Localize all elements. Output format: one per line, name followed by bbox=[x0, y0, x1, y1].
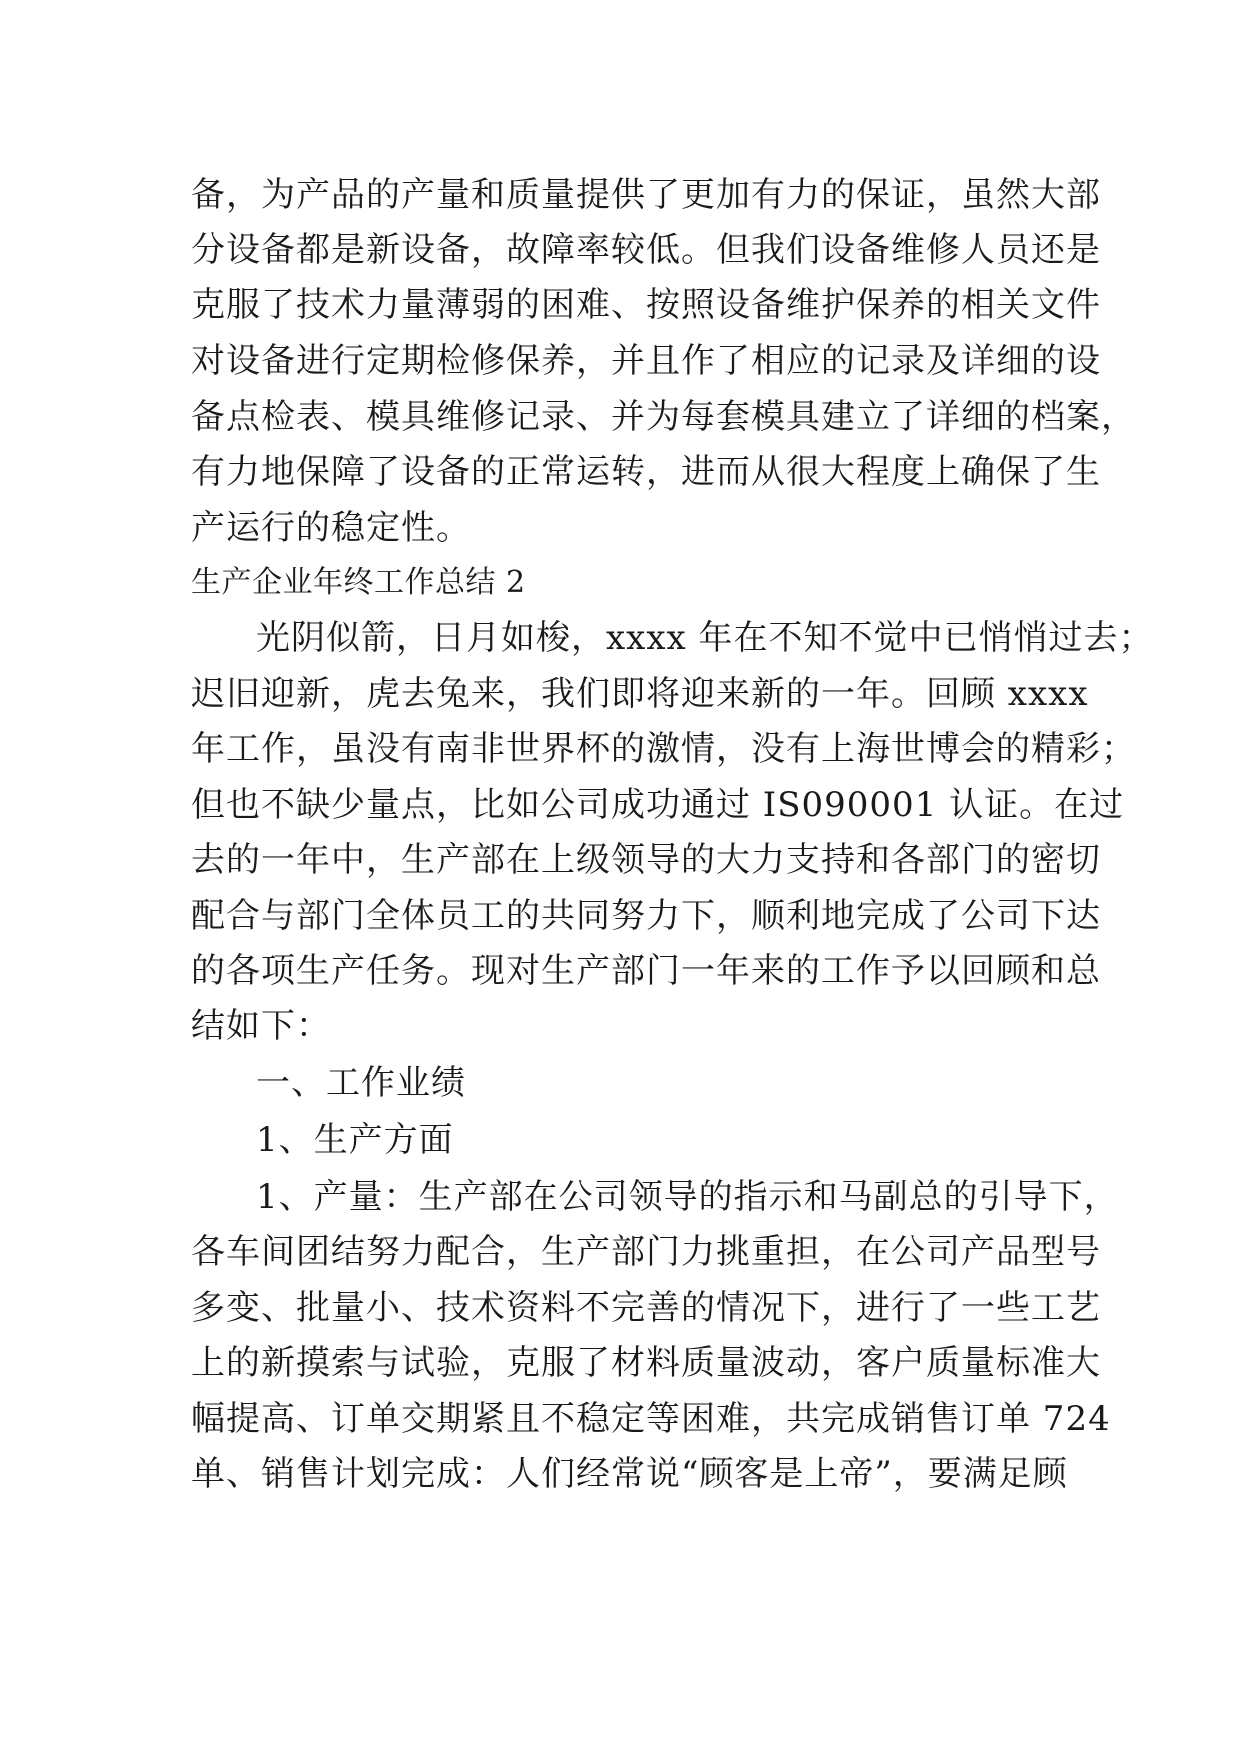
paragraph-line: 上的新摸索与试验，克服了材料质量波动，客户质量标准大 bbox=[191, 1343, 1101, 1383]
paragraph-line: 但也不缺少量点，比如公司成功通过 IS090001 认证。在过 bbox=[191, 785, 1125, 825]
paragraph-line: 年工作，虽没有南非世界杯的激情，没有上海世博会的精彩； bbox=[191, 729, 1136, 769]
section-title: 生产企业年终工作总结 2 bbox=[191, 565, 526, 600]
paragraph-line: 幅提高、订单交期紧且不稳定等困难，共完成销售订单 724 bbox=[191, 1399, 1111, 1439]
paragraph-line: 备，为产品的产量和质量提供了更加有力的保证，虽然大部 bbox=[191, 175, 1101, 215]
paragraph-line: 单、销售计划完成：人们经常说“顾客是上帝”，要满足顾 bbox=[191, 1454, 1068, 1494]
paragraph-line: 多变、批量小、技术资料不完善的情况下，进行了一些工艺 bbox=[191, 1288, 1101, 1328]
paragraph-line: 的各项生产任务。现对生产部门一年来的工作予以回顾和总 bbox=[191, 951, 1101, 991]
paragraph-line: 产运行的稳定性。 bbox=[191, 508, 471, 548]
paragraph-line: 结如下： bbox=[191, 1006, 331, 1046]
subheading: 一、工作业绩 bbox=[256, 1063, 466, 1103]
paragraph-line: 配合与部门全体员工的共同努力下，顺利地完成了公司下达 bbox=[191, 896, 1101, 936]
paragraph-line: 对设备进行定期检修保养，并且作了相应的记录及详细的设 bbox=[191, 341, 1101, 381]
subheading: 1、生产方面 bbox=[256, 1120, 454, 1160]
paragraph-line: 有力地保障了设备的正常运转，进而从很大程度上确保了生 bbox=[191, 452, 1101, 492]
paragraph-line: 克服了技术力量薄弱的困难、按照设备维护保养的相关文件 bbox=[191, 285, 1101, 325]
paragraph-line: 分设备都是新设备，故障率较低。但我们设备维修人员还是 bbox=[191, 230, 1101, 270]
paragraph-line: 去的一年中，生产部在上级领导的大力支持和各部门的密切 bbox=[191, 840, 1101, 880]
paragraph-line: 备点检表、模具维修记录、并为每套模具建立了详细的档案， bbox=[191, 397, 1136, 437]
paragraph-line: 1、产量：生产部在公司领导的指示和马副总的引导下， bbox=[256, 1177, 1119, 1217]
paragraph-line: 各车间团结努力配合，生产部门力挑重担，在公司产品型号 bbox=[191, 1232, 1101, 1272]
paragraph-line: 光阴似箭，日月如梭，xxxx 年在不知不觉中已悄悄过去； bbox=[256, 618, 1154, 658]
paragraph-line: 迟旧迎新，虎去兔来，我们即将迎来新的一年。回顾 xxxx bbox=[191, 674, 1089, 714]
